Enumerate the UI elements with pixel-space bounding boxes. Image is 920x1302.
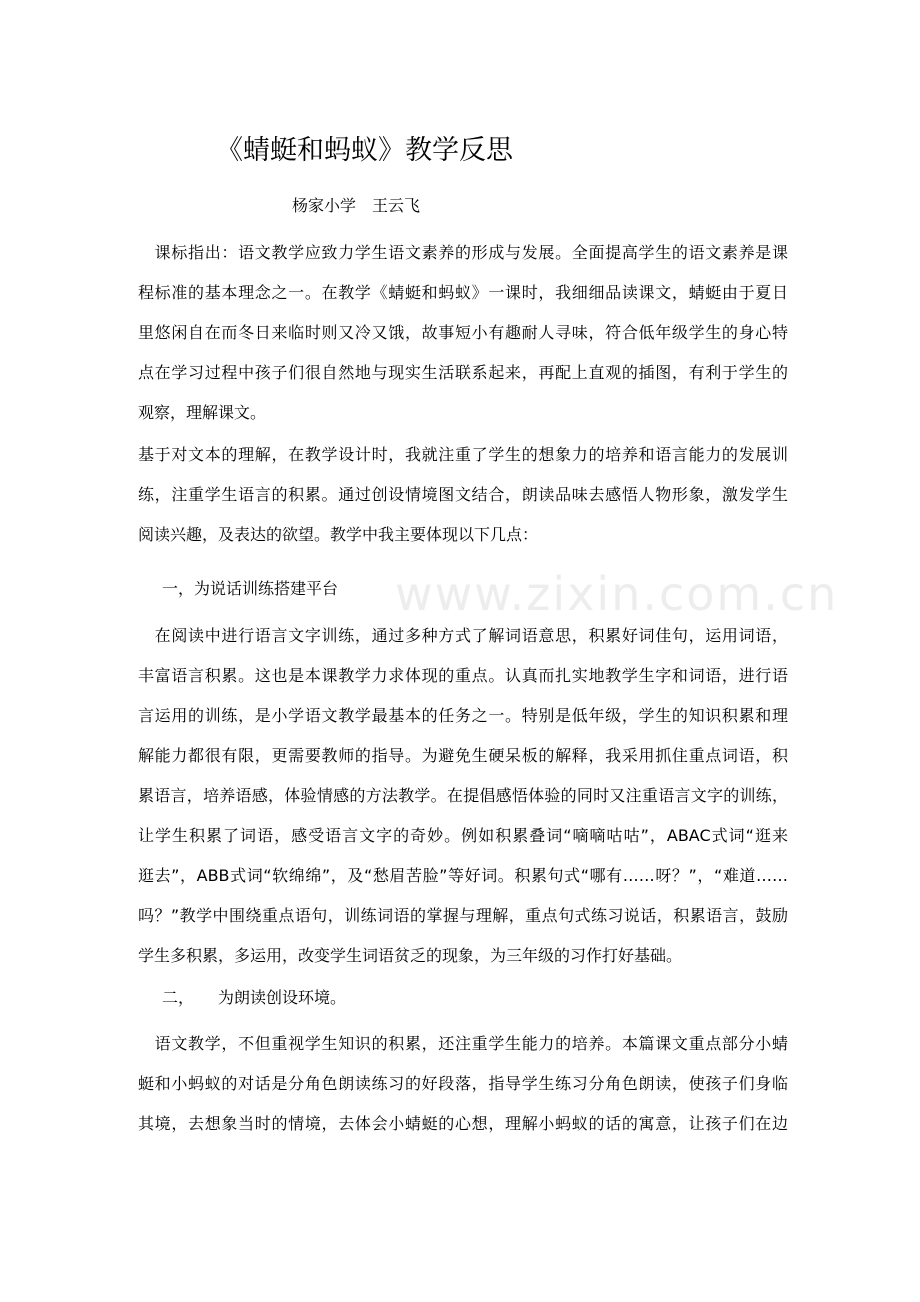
paragraph-reading bbox=[138, 1024, 788, 1144]
text-line: 练，注重学生语言的积累。通过创设情境图文结合，朗读品味去感悟人物形象，激发学生 bbox=[138, 485, 788, 504]
text-line: 语文教学，不但重视学生知识的积累，还注重学生能力的培养。本篇课文重点部分小蜻 bbox=[138, 1034, 788, 1053]
text-line: 丰富语言积累。这也是本课教学力求体现的重点。认真而扎实地教学生字和词语，进行语 bbox=[138, 666, 788, 685]
text-line: 阅读兴趣，及表达的欲望。教学中我主要体现以下几点： bbox=[138, 525, 539, 544]
paragraph-speaking bbox=[138, 616, 788, 976]
author-line: 杨家小学 王云飞 bbox=[292, 196, 421, 215]
text-line: 课标指出：语文教学应致力学生语文素养的形成与发展。全面提高学生的语文素养是课 bbox=[138, 243, 788, 262]
text-line: 学生多积累，多运用，改变学生词语贫乏的现象，为三年级的习作打好基础。 bbox=[138, 946, 683, 965]
section-heading-2: 二， 为朗读创设环境。 bbox=[162, 988, 347, 1007]
text-line: 吗？”教学中围绕重点语句，训练词语的掌握与理解，重点句式练习说话，积累语言，鼓励 bbox=[138, 906, 788, 925]
text-line: 里悠闲自在而冬日来临时则又冷又饿，故事短小有趣耐人寻味，符合低年级学生的身心特 bbox=[138, 323, 788, 342]
text-line: 累语言，培养语感，体验情感的方法教学。在提倡感悟体验的同时又注重语言文字的训练， bbox=[138, 786, 788, 805]
text-line: 基于对文本的理解，在教学设计时，我就注重了学生的想象力的培养和语言能力的发展训 bbox=[138, 445, 788, 464]
text-line: 在阅读中进行语言文字训练，通过多种方式了解词语意思，积累好词佳句，运用词语， bbox=[138, 626, 788, 645]
text-line: 观察，理解课文。 bbox=[138, 403, 267, 422]
section-heading-1: 一，为说话训练搭建平台 bbox=[162, 579, 339, 598]
text-line: 逛去”，ABB式词“软绵绵”，及“愁眉苦脸”等好词。积累句式“哪有……呀？”，“难道…… bbox=[138, 866, 788, 885]
text-line: 言运用的训练，是小学语文教学最基本的任务之一。特别是低年级，学生的知识积累和理 bbox=[138, 706, 788, 725]
document-title: 《蜻蜓和蚂蚁》教学反思 bbox=[216, 135, 513, 166]
paragraph-design bbox=[138, 435, 788, 555]
text-line: 点在学习过程中孩子们很自然地与现实生活联系起来，再配上直观的插图，有利于学生的 bbox=[138, 363, 788, 382]
paragraph-intro bbox=[138, 233, 788, 433]
text-line: 蜓和小蚂蚁的对话是分角色朗读练习的好段落，指导学生练习分角色朗读，使孩子们身临 bbox=[138, 1074, 788, 1093]
text-line: 程标准的基本理念之一。在教学《蜻蜓和蚂蚁》一课时，我细细品读课文，蜻蜓由于夏日 bbox=[138, 283, 788, 302]
watermark: www.zixin.com.cn bbox=[395, 567, 839, 621]
text-line: 让学生积累了词语，感受语言文字的奇妙。例如积累叠词“嘀嘀咕咕”，ABAC式词“逛来 bbox=[138, 826, 788, 845]
text-line: 解能力都很有限，更需要教师的指导。为避免生硬呆板的解释，我采用抓住重点词语，积 bbox=[138, 746, 788, 765]
text-line: 其境，去想象当时的情境，去体会小蜻蜓的心想，理解小蚂蚁的话的寓意，让孩子们在边 bbox=[138, 1114, 788, 1133]
